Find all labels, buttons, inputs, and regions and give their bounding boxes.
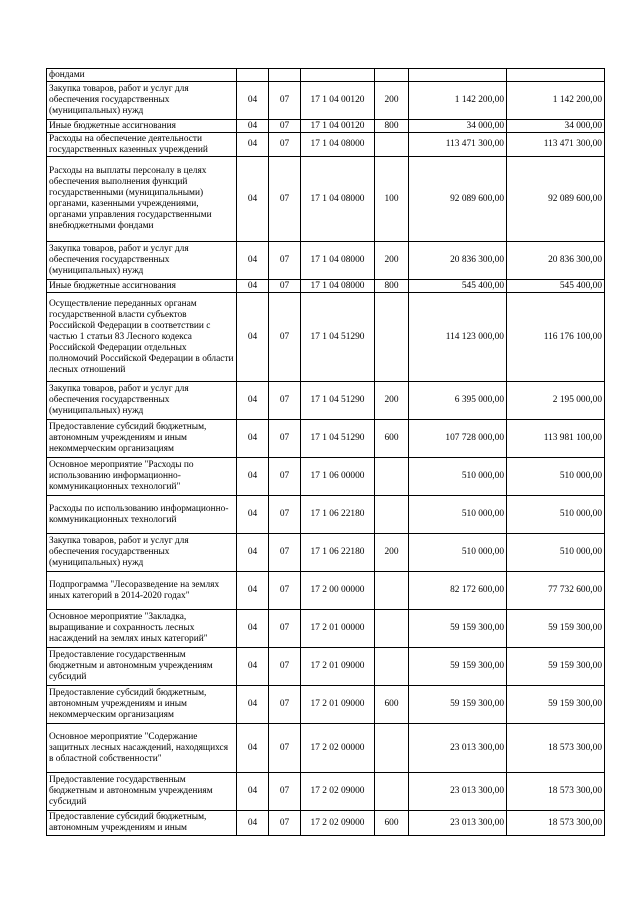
section-code-cell: 04: [237, 133, 269, 157]
subsection-code-cell: 07: [269, 572, 301, 610]
subsection-code-cell: 07: [269, 686, 301, 724]
subsection-code-cell: 07: [269, 280, 301, 293]
amount-year1-cell: 59 159 300,00: [409, 610, 507, 648]
amount-year2-cell: 510 000,00: [507, 496, 605, 534]
section-code-cell: 04: [237, 648, 269, 686]
expense-type-cell: 100: [375, 157, 409, 242]
target-article-cell: 17 1 04 08000: [301, 157, 375, 242]
table-row: [47, 157, 605, 242]
section-code-cell: 04: [237, 496, 269, 534]
section-code-cell: 04: [237, 420, 269, 458]
table-row: [47, 496, 605, 534]
section-code-cell: 04: [237, 82, 269, 120]
row-name-cell: Закупка товаров, работ и услуг для обеспечения государственных (муниципальных) нужд: [47, 242, 237, 280]
amount-year1-cell: 20 836 300,00: [409, 242, 507, 280]
subsection-code-cell: 07: [269, 610, 301, 648]
section-code-cell: 04: [237, 610, 269, 648]
subsection-code-cell: 07: [269, 773, 301, 811]
amount-year2-cell: 59 159 300,00: [507, 610, 605, 648]
row-name-cell: Закупка товаров, работ и услуг для обеспечения государственных (муниципальных) нужд: [47, 534, 237, 572]
expense-type-cell: [375, 724, 409, 773]
amount-year1-cell: 92 089 600,00: [409, 157, 507, 242]
table-row: [47, 811, 605, 836]
target-article-cell: [301, 69, 375, 82]
row-name-cell: Иные бюджетные ассигнования: [47, 280, 237, 293]
subsection-code-cell: 07: [269, 382, 301, 420]
table-row: [47, 293, 605, 382]
target-article-cell: 17 2 02 00000: [301, 724, 375, 773]
section-code-cell: 04: [237, 811, 269, 836]
amount-year1-cell: 510 000,00: [409, 458, 507, 496]
expense-type-cell: [375, 773, 409, 811]
amount-year2-cell: 20 836 300,00: [507, 242, 605, 280]
row-name-cell: Основное мероприятие "Закладка, выращивание и сохранность лесных насаждений на землях иных категорий": [47, 610, 237, 648]
amount-year1-cell: 59 159 300,00: [409, 648, 507, 686]
expense-type-cell: [375, 610, 409, 648]
table-row: [47, 420, 605, 458]
expense-type-cell: [375, 496, 409, 534]
subsection-code-cell: 07: [269, 133, 301, 157]
amount-year1-cell: 6 395 000,00: [409, 382, 507, 420]
row-name-cell: Предоставление субсидий бюджетным, автономным учреждениям и иным некоммерческим организациям: [47, 686, 237, 724]
budget-table: [46, 68, 605, 836]
amount-year2-cell: 113 471 300,00: [507, 133, 605, 157]
table-row: [47, 572, 605, 610]
section-code-cell: 04: [237, 458, 269, 496]
target-article-cell: 17 2 02 09000: [301, 773, 375, 811]
target-article-cell: 17 1 06 22180: [301, 496, 375, 534]
section-code-cell: 04: [237, 686, 269, 724]
amount-year2-cell: 545 400,00: [507, 280, 605, 293]
amount-year1-cell: 510 000,00: [409, 496, 507, 534]
row-name-cell: Основное мероприятие "Расходы по использованию информационно-коммуникационных технологий": [47, 458, 237, 496]
subsection-code-cell: 07: [269, 648, 301, 686]
subsection-code-cell: 07: [269, 82, 301, 120]
expense-type-cell: 600: [375, 420, 409, 458]
target-article-cell: 17 1 04 00120: [301, 120, 375, 133]
table-row: [47, 534, 605, 572]
expense-type-cell: 600: [375, 686, 409, 724]
target-article-cell: 17 1 06 00000: [301, 458, 375, 496]
table-row: [47, 458, 605, 496]
amount-year2-cell: 77 732 600,00: [507, 572, 605, 610]
amount-year1-cell: 107 728 000,00: [409, 420, 507, 458]
expense-type-cell: 800: [375, 280, 409, 293]
expense-type-cell: 200: [375, 534, 409, 572]
section-code-cell: 04: [237, 280, 269, 293]
subsection-code-cell: 07: [269, 724, 301, 773]
section-code-cell: 04: [237, 293, 269, 382]
section-code-cell: 04: [237, 157, 269, 242]
row-name-cell: Иные бюджетные ассигнования: [47, 120, 237, 133]
row-name-cell: Подпрограмма "Лесоразведение на землях иных категорий в 2014-2020 годах": [47, 572, 237, 610]
subsection-code-cell: 07: [269, 496, 301, 534]
expense-type-cell: [375, 648, 409, 686]
budget-table-body: [47, 69, 605, 836]
row-name-cell: Предоставление государственным бюджетным и автономным учреждениям субсидий: [47, 773, 237, 811]
target-article-cell: 17 2 02 09000: [301, 811, 375, 836]
subsection-code-cell: 07: [269, 534, 301, 572]
amount-year2-cell: 59 159 300,00: [507, 648, 605, 686]
amount-year2-cell: 18 573 300,00: [507, 724, 605, 773]
subsection-code-cell: 07: [269, 242, 301, 280]
expense-type-cell: 200: [375, 82, 409, 120]
amount-year2-cell: 1 142 200,00: [507, 82, 605, 120]
amount-year1-cell: 23 013 300,00: [409, 773, 507, 811]
target-article-cell: 17 1 06 22180: [301, 534, 375, 572]
subsection-code-cell: 07: [269, 120, 301, 133]
amount-year2-cell: 34 000,00: [507, 120, 605, 133]
table-row: [47, 280, 605, 293]
row-name-cell: Расходы по использованию информационно-коммуникационных технологий: [47, 496, 237, 534]
amount-year1-cell: 23 013 300,00: [409, 724, 507, 773]
table-row: [47, 120, 605, 133]
expense-type-cell: 200: [375, 242, 409, 280]
table-row: [47, 724, 605, 773]
target-article-cell: 17 2 01 09000: [301, 686, 375, 724]
amount-year1-cell: 114 123 000,00: [409, 293, 507, 382]
expense-type-cell: [375, 293, 409, 382]
amount-year2-cell: 2 195 000,00: [507, 382, 605, 420]
amount-year1-cell: [409, 69, 507, 82]
section-code-cell: 04: [237, 724, 269, 773]
table-row: [47, 133, 605, 157]
amount-year2-cell: 59 159 300,00: [507, 686, 605, 724]
expense-type-cell: [375, 572, 409, 610]
section-code-cell: 04: [237, 773, 269, 811]
subsection-code-cell: [269, 69, 301, 82]
row-name-cell: Расходы на обеспечение деятельности государственных казенных учреждений: [47, 133, 237, 157]
table-row: [47, 648, 605, 686]
subsection-code-cell: 07: [269, 458, 301, 496]
row-name-cell: Основное мероприятие "Содержание защитных лесных насаждений, находящихся в областной собственности": [47, 724, 237, 773]
row-name-cell: Закупка товаров, работ и услуг для обеспечения государственных (муниципальных) нужд: [47, 382, 237, 420]
target-article-cell: 17 2 01 09000: [301, 648, 375, 686]
subsection-code-cell: 07: [269, 420, 301, 458]
amount-year2-cell: 113 981 100,00: [507, 420, 605, 458]
row-name-cell: Закупка товаров, работ и услуг для обеспечения государственных (муниципальных) нужд: [47, 82, 237, 120]
target-article-cell: 17 1 04 00120: [301, 82, 375, 120]
amount-year2-cell: 92 089 600,00: [507, 157, 605, 242]
amount-year2-cell: 510 000,00: [507, 534, 605, 572]
expense-type-cell: [375, 133, 409, 157]
table-row: [47, 69, 605, 82]
amount-year2-cell: [507, 69, 605, 82]
amount-year2-cell: 18 573 300,00: [507, 811, 605, 836]
amount-year1-cell: 59 159 300,00: [409, 686, 507, 724]
subsection-code-cell: 07: [269, 293, 301, 382]
row-name-cell: Расходы на выплаты персоналу в целях обеспечения выполнения функций государственными (муниципальными) органами, казенными учреждениями, органами управления государственными внебюджетными фондами: [47, 157, 237, 242]
amount-year2-cell: 116 176 100,00: [507, 293, 605, 382]
subsection-code-cell: 07: [269, 811, 301, 836]
row-name-cell: Осуществление переданных органам государственной власти субъектов Российской Федерации в соответствии с частью 1 статьи 83 Лесного кодекса Российской Федерации отдельных полномочий Российской Федерации в области лесных отношений: [47, 293, 237, 382]
table-row: [47, 773, 605, 811]
section-code-cell: 04: [237, 120, 269, 133]
target-article-cell: 17 2 01 00000: [301, 610, 375, 648]
target-article-cell: 17 1 04 51290: [301, 420, 375, 458]
section-code-cell: 04: [237, 534, 269, 572]
row-name-cell: Предоставление субсидий бюджетным, автономным учреждениям и иным некоммерческим организациям: [47, 420, 237, 458]
amount-year1-cell: 23 013 300,00: [409, 811, 507, 836]
amount-year1-cell: 545 400,00: [409, 280, 507, 293]
expense-type-cell: 600: [375, 811, 409, 836]
section-code-cell: [237, 69, 269, 82]
row-name-cell: Предоставление государственным бюджетным и автономным учреждениям субсидий: [47, 648, 237, 686]
table-row: [47, 610, 605, 648]
table-row: [47, 82, 605, 120]
target-article-cell: 17 2 00 00000: [301, 572, 375, 610]
subsection-code-cell: 07: [269, 157, 301, 242]
section-code-cell: 04: [237, 382, 269, 420]
amount-year1-cell: 34 000,00: [409, 120, 507, 133]
table-row: [47, 242, 605, 280]
table-row: [47, 686, 605, 724]
expense-type-cell: [375, 458, 409, 496]
amount-year1-cell: 510 000,00: [409, 534, 507, 572]
amount-year1-cell: 113 471 300,00: [409, 133, 507, 157]
section-code-cell: 04: [237, 572, 269, 610]
amount-year2-cell: 18 573 300,00: [507, 773, 605, 811]
amount-year1-cell: 82 172 600,00: [409, 572, 507, 610]
expense-type-cell: 800: [375, 120, 409, 133]
amount-year1-cell: 1 142 200,00: [409, 82, 507, 120]
target-article-cell: 17 1 04 08000: [301, 133, 375, 157]
target-article-cell: 17 1 04 08000: [301, 280, 375, 293]
expense-type-cell: 200: [375, 382, 409, 420]
row-name-cell: фондами: [47, 69, 237, 82]
section-code-cell: 04: [237, 242, 269, 280]
row-name-cell: Предоставление субсидий бюджетным, автономным учреждениям и иным: [47, 811, 237, 836]
amount-year2-cell: 510 000,00: [507, 458, 605, 496]
target-article-cell: 17 1 04 51290: [301, 293, 375, 382]
expense-type-cell: [375, 69, 409, 82]
table-row: [47, 382, 605, 420]
target-article-cell: 17 1 04 08000: [301, 242, 375, 280]
target-article-cell: 17 1 04 51290: [301, 382, 375, 420]
